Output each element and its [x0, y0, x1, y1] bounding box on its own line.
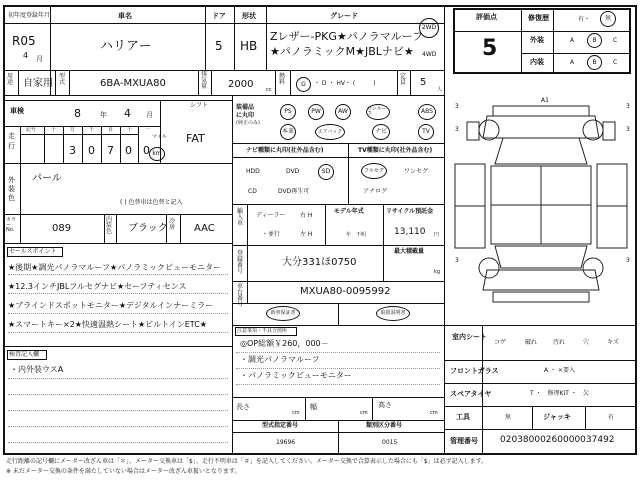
- shift-label: シフト: [190, 102, 209, 109]
- tv-oneseg: ワンセグ: [404, 168, 429, 175]
- color-no-value: 089: [52, 223, 72, 234]
- fuel-g-circle: G: [296, 77, 311, 92]
- width-label: 幅: [310, 403, 317, 411]
- repair-options: 有・: [578, 16, 591, 23]
- model-value: 6BA-MXUA80: [100, 78, 166, 89]
- shift-value: FAT: [186, 132, 205, 145]
- int-a: A: [570, 59, 575, 66]
- import-right: 右 H: [300, 212, 313, 219]
- rear-glass-shape: [495, 246, 587, 268]
- chassis-label: 車台番号: [237, 283, 244, 308]
- equip-aw: AW: [335, 104, 351, 120]
- drive-4wd: 4WD: [422, 51, 437, 58]
- length-unit: cm: [292, 410, 300, 416]
- equip-sunroof: サンルーフ: [366, 104, 390, 120]
- navi-dvd: DVD: [286, 168, 300, 175]
- equip-label3: (純正のみ): [236, 120, 260, 126]
- car-diagram: [447, 86, 635, 322]
- reg-month: 4: [23, 51, 29, 60]
- navi-hdd: HDD: [246, 168, 260, 175]
- diagram-num-rr: 3: [626, 257, 630, 264]
- sales-line-2: ★ブラインドスポットモニター★デジタルインナーミラー: [8, 301, 214, 310]
- sales-label: セールスポイント: [9, 248, 57, 255]
- fuel-others: ・ D ・ HV・ ( ): [314, 80, 376, 87]
- tool-value: 無: [505, 414, 512, 421]
- spare-label: スペアタイヤ: [450, 390, 492, 398]
- height-unit: cm: [430, 410, 438, 416]
- notes-line-2: ・パノラミックビューモニター: [240, 371, 352, 380]
- plate-value: 大分331ほ0750: [282, 257, 357, 268]
- mileage-unit-6: 一: [145, 127, 151, 133]
- car-name-label: 車名: [118, 12, 132, 20]
- length-label: 長さ: [236, 403, 250, 411]
- diagram-num-rl: 3: [455, 257, 459, 264]
- mirror-left-shape: [467, 122, 479, 140]
- inspect-month-unit: 月: [146, 111, 153, 119]
- wheel-rear-right-shape: [583, 258, 603, 278]
- class-no-label: 類別区分番号: [366, 422, 403, 429]
- seat-yabure: 破れ: [525, 339, 538, 346]
- row2-bottom: [3, 95, 444, 96]
- wheel-front-right-shape: [583, 120, 603, 140]
- mileage-unit-3: 千: [89, 127, 95, 133]
- drive-2wd-circle: 2WD: [419, 18, 439, 38]
- door-label: ドア: [212, 12, 226, 20]
- color-side-label: 外装色: [8, 176, 15, 203]
- jack-value: 有: [608, 414, 615, 421]
- score-value: 5: [482, 36, 498, 61]
- rear-bumper-shape: [493, 292, 589, 302]
- footer-line2: ※ 未だメーター交換の条件を満たしていない場合はメーター改ざん車扱いとなります。: [6, 468, 241, 475]
- use-value: 自家用: [23, 78, 53, 89]
- mgmt-value: 02038000260000037492: [500, 435, 615, 445]
- plate-label: 登録番号: [237, 250, 244, 275]
- manual-circle: 取扱説明書: [376, 306, 410, 321]
- tv-analog: アナログ: [363, 188, 388, 195]
- seat-yogore: 汚れ: [553, 339, 566, 346]
- tool-label: 工具: [456, 413, 470, 421]
- glass-value: A ・ ×要入: [544, 367, 575, 374]
- spare-value: T ・ 修理KIT ・ 欠: [530, 390, 589, 397]
- inspect-month: 4: [124, 107, 131, 120]
- navi-dvd-play: DVD再生可: [278, 188, 310, 195]
- sales-line-0: ★後期★調光パノラマルーフ★パノラミックビューモニター: [8, 263, 221, 272]
- warranty-circle: 新車保証書: [266, 306, 300, 321]
- seat-koge: コゲ: [494, 339, 507, 346]
- navi-type-label: ナビ種類に丸印(社外品含む): [246, 147, 324, 154]
- model-year-value: 年 不明: [346, 232, 367, 238]
- equip-label: 装備品: [236, 104, 255, 111]
- width-unit: cm: [360, 410, 368, 416]
- equip-airbag: エアバック: [315, 124, 345, 140]
- door-value: 5: [215, 39, 223, 53]
- fuel-label: 燃料: [279, 73, 286, 86]
- import-label: 輸入車: [237, 208, 244, 227]
- mileage-digit-3: 7: [107, 144, 114, 157]
- int-color-label: 内装色: [106, 216, 113, 235]
- mileage-digit-2: 0: [88, 144, 95, 157]
- tv-type-label: TV種類に丸印(社外品含む): [358, 147, 433, 154]
- diagram-num-mr: 3: [626, 126, 630, 133]
- import-parallel: ・並行: [262, 231, 281, 238]
- int-label: 内装: [530, 58, 544, 66]
- equip-leather: 本革: [280, 124, 296, 140]
- inspect-label: 車検: [10, 107, 24, 115]
- equip-pw: PW: [308, 104, 324, 120]
- import-left: 左 H: [300, 231, 313, 238]
- ext-a: A: [570, 37, 575, 44]
- notes-label: 注意事項・不具合箇所: [237, 328, 288, 334]
- chassis-value: MXUA80-0095992: [300, 286, 391, 297]
- ac-value: AAC: [194, 223, 215, 234]
- mgmt-label: 管理番号: [450, 437, 478, 445]
- hood-shape: [483, 116, 599, 138]
- mileage-mile: マイル: [152, 134, 167, 140]
- diagram-num-fl: 3: [455, 103, 459, 110]
- equip-ps: PS: [280, 104, 296, 120]
- mileage-unit-5: 十: [127, 127, 133, 133]
- car-name-value: ハリアー: [100, 39, 152, 54]
- sales-line-1: ★12.3インチJBLフルセグナビ★セーフティセンス: [8, 282, 187, 291]
- tv-fullseg-circle: フルセグ: [361, 163, 387, 179]
- glass-label: フロントガラス: [450, 367, 499, 375]
- ext-b-circle: B: [587, 33, 602, 48]
- disp-value: 2000: [228, 79, 254, 90]
- model-year-label: モデル年式: [334, 208, 364, 215]
- mileage-unit-4: 百: [108, 127, 114, 133]
- grade-line1: Zレザー-PKG★パノラマルーフ: [270, 30, 424, 43]
- ac-label: 冷房: [169, 218, 176, 231]
- mirror-right-shape: [603, 122, 615, 140]
- notes-line-1: ・調光パノラマルーフ: [240, 355, 320, 364]
- seat-ana: 穴: [583, 339, 590, 346]
- mileage-digit-1: 3: [69, 144, 76, 157]
- seat-label: 室内シート: [452, 333, 487, 341]
- equip-abs: ABS: [418, 104, 436, 120]
- diagram-num-fr: 3: [626, 103, 630, 110]
- score-label: 評価点: [476, 13, 497, 21]
- color-note: ( ) 色替車は色替と記入: [120, 199, 183, 206]
- header-divider: [3, 23, 444, 24]
- diagram-num-ml: 3: [455, 126, 459, 133]
- mileage-unit-2: 万: [70, 127, 76, 133]
- cap-unit: 人: [437, 87, 443, 93]
- grade-label: グレード: [330, 12, 358, 20]
- import-dealer: ディーラー: [256, 212, 286, 219]
- inspector-line-1: ・内外装ウスA: [10, 365, 64, 374]
- inspect-year: 8: [74, 107, 81, 120]
- disp-unit: cc: [266, 87, 272, 93]
- shape-label: 形状: [242, 12, 256, 20]
- reg-era-year: R05: [12, 34, 36, 48]
- windshield-shape: [495, 138, 587, 164]
- notes-line-0: ◎OP総額￥260，000－: [240, 339, 329, 348]
- height-label: 高さ: [378, 401, 392, 409]
- reg-month-unit: 月: [36, 55, 43, 63]
- seat-kizu: キズ: [607, 339, 619, 346]
- repair-label: 修復歴: [528, 14, 549, 22]
- shape-value: HB: [240, 39, 258, 53]
- type-no-label: 型式指定番号: [262, 422, 299, 429]
- reg-label: 初年度登録年月: [8, 12, 51, 19]
- inspector-label: 検査記入欄: [9, 351, 40, 358]
- cap-label: 定員: [400, 73, 407, 86]
- disp-label: 排気量: [201, 71, 208, 90]
- mileage-digit-5: 0: [143, 144, 150, 157]
- recycle-unit: 円: [434, 232, 440, 238]
- model-label: 型式: [59, 73, 66, 86]
- color-value: パール: [32, 173, 62, 184]
- int-color-value: ブラック: [128, 223, 168, 234]
- grade-line2: ★パノラミックM★JBLナビ★: [270, 45, 414, 58]
- int-c: C: [613, 59, 618, 66]
- equip-navi: ナビ: [372, 124, 390, 140]
- navi-cd: CD: [248, 188, 257, 195]
- mileage-km-circle: km: [149, 147, 165, 161]
- cap-value: 5: [420, 77, 427, 88]
- equip-tv: TV: [418, 124, 434, 140]
- navi-sd-circle: SD: [318, 164, 334, 180]
- max-load-unit: kg: [434, 269, 441, 275]
- sales-line-3: ★スマートキー×2★快適温熱シート★ビルトインETC★: [8, 320, 207, 329]
- mileage-side-label: 走行: [8, 132, 15, 150]
- recycle-label: リサイクル預託金: [386, 208, 434, 215]
- jack-label: ジャッキ: [543, 413, 571, 421]
- mileage-digit-4: 0: [125, 144, 132, 157]
- mileage-unit-0: 記号: [26, 127, 37, 133]
- footer-line1: 走行距離の記号欄にメーター改ざん車は「＊」、メーター交換車は「$」、走行不明車は「＃」を記入してください。メーター交換で合算表示した場合にも「$」は必ず記入します。: [6, 458, 488, 465]
- class-no-value: 0015: [382, 439, 398, 446]
- ext-label: 外装: [530, 36, 544, 44]
- diagram-a1: A1: [541, 97, 549, 104]
- use-label: 用途: [7, 73, 14, 86]
- front-bumper-shape: [493, 106, 589, 116]
- recycle-value: 13,110: [394, 227, 426, 237]
- equip-label2: に丸印: [236, 112, 255, 119]
- wheel-rear-left-shape: [479, 258, 499, 278]
- int-b-circle: B: [587, 55, 602, 70]
- type-no-value: 19696: [276, 439, 296, 446]
- inspect-year-unit: 年: [100, 111, 107, 119]
- ext-c: C: [613, 37, 618, 44]
- repair-none-circle: 無: [600, 11, 616, 27]
- color-no-label: カラーNo.: [6, 217, 17, 233]
- trunk-shape: [483, 270, 599, 290]
- wheel-front-left-shape: [479, 120, 499, 140]
- mileage-unit-1: 十: [51, 127, 57, 133]
- max-load-label: 最大積載量: [394, 248, 425, 255]
